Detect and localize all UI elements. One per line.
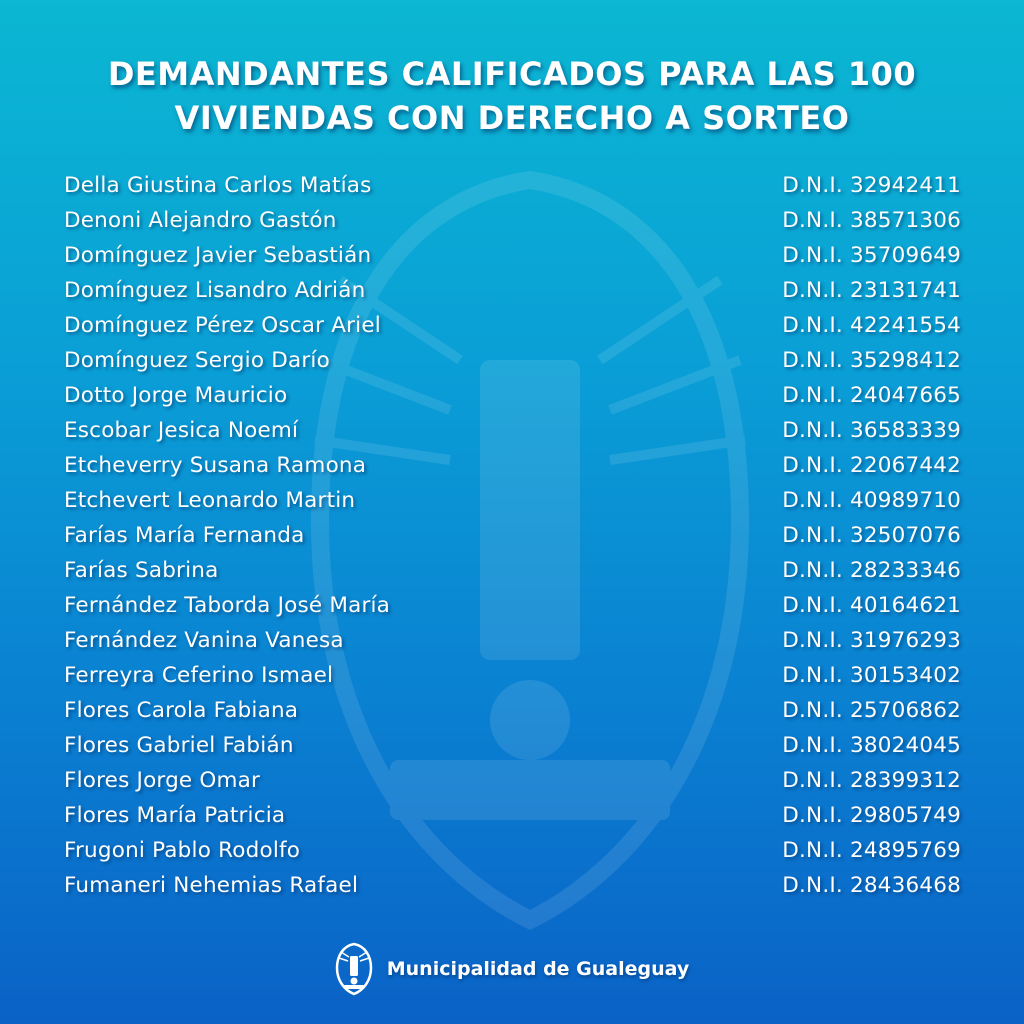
coat-of-arms-icon [335,942,373,996]
list-item [64,448,961,483]
applicant-dni: D.N.I. 40989710 [782,488,961,513]
applicant-dni: D.N.I. 25706862 [782,698,961,723]
list-item [64,238,961,273]
list-item [64,588,961,623]
applicant-dni: D.N.I. 31976293 [782,628,961,653]
list-item [64,378,961,413]
list-item [64,833,961,868]
list-item [64,483,961,518]
applicant-dni: D.N.I. 23131741 [782,278,961,303]
applicant-name: Fumaneri Nehemias Rafael [64,873,359,898]
applicant-name: Fernández Taborda José María [64,593,391,618]
applicant-dni: D.N.I. 28436468 [782,873,961,898]
list-item [64,168,961,203]
footer-label: Municipalidad de Gualeguay [386,958,690,980]
applicant-name: Della Giustina Carlos Matías [64,173,372,198]
list-item [64,623,961,658]
list-item [64,798,961,833]
applicant-name: Flores Carola Fabiana [64,698,299,723]
applicant-name: Domínguez Pérez Oscar Ariel [64,313,381,338]
applicant-name: Flores María Patricia [64,803,286,828]
applicant-dni: D.N.I. 32942411 [782,173,961,198]
footer [0,940,1024,998]
applicant-dni: D.N.I. 38024045 [782,733,961,758]
applicant-dni: D.N.I. 28399312 [782,768,961,793]
title-line-2: VIVIENDAS CON DERECHO A SORTEO [174,99,850,137]
applicant-name: Frugoni Pablo Rodolfo [64,838,301,863]
list-item [64,203,961,238]
list-item [64,658,961,693]
list-item [64,308,961,343]
applicant-dni: D.N.I. 32507076 [782,523,961,548]
applicant-name: Flores Jorge Omar [64,768,261,793]
applicant-dni: D.N.I. 38571306 [782,208,961,233]
list-item [64,343,961,378]
applicant-dni: D.N.I. 29805749 [782,803,961,828]
page-title [0,52,1024,140]
applicant-name: Fernández Vanina Vanesa [64,628,344,653]
applicant-name: Dotto Jorge Mauricio [64,383,288,408]
list-item [64,868,961,903]
applicant-dni: D.N.I. 24895769 [782,838,961,863]
list-item [64,693,961,728]
list-item [64,553,961,588]
applicant-name: Domínguez Javier Sebastián [64,243,372,268]
list-item [64,728,961,763]
applicant-name: Farías Sabrina [64,558,219,583]
applicant-name: Escobar Jesica Noemí [64,418,299,443]
applicant-name: Flores Gabriel Fabián [64,733,294,758]
list-item [64,413,961,448]
applicant-dni: D.N.I. 40164621 [782,593,961,618]
applicant-name: Etchevert Leonardo Martin [64,488,356,513]
applicant-name: Domínguez Lisandro Adrián [64,278,366,303]
applicant-list [64,168,961,903]
applicant-name: Etcheverry Susana Ramona [64,453,367,478]
list-item [64,273,961,308]
applicant-name: Domínguez Sergio Darío [64,348,330,373]
applicant-dni: D.N.I. 36583339 [782,418,961,443]
title-line-1: DEMANDANTES CALIFICADOS PARA LAS 100 [107,55,917,93]
list-item [64,518,961,553]
applicant-dni: D.N.I. 30153402 [782,663,961,688]
applicant-dni: D.N.I. 22067442 [782,453,961,478]
applicant-name: Denoni Alejandro Gastón [64,208,337,233]
applicant-dni: D.N.I. 28233346 [782,558,961,583]
applicant-name: Farías María Fernanda [64,523,305,548]
list-item [64,763,961,798]
applicant-dni: D.N.I. 35298412 [782,348,961,373]
applicant-dni: D.N.I. 35709649 [782,243,961,268]
applicant-dni: D.N.I. 42241554 [782,313,961,338]
applicant-name: Ferreyra Ceferino Ismael [64,663,334,688]
applicant-dni: D.N.I. 24047665 [782,383,961,408]
